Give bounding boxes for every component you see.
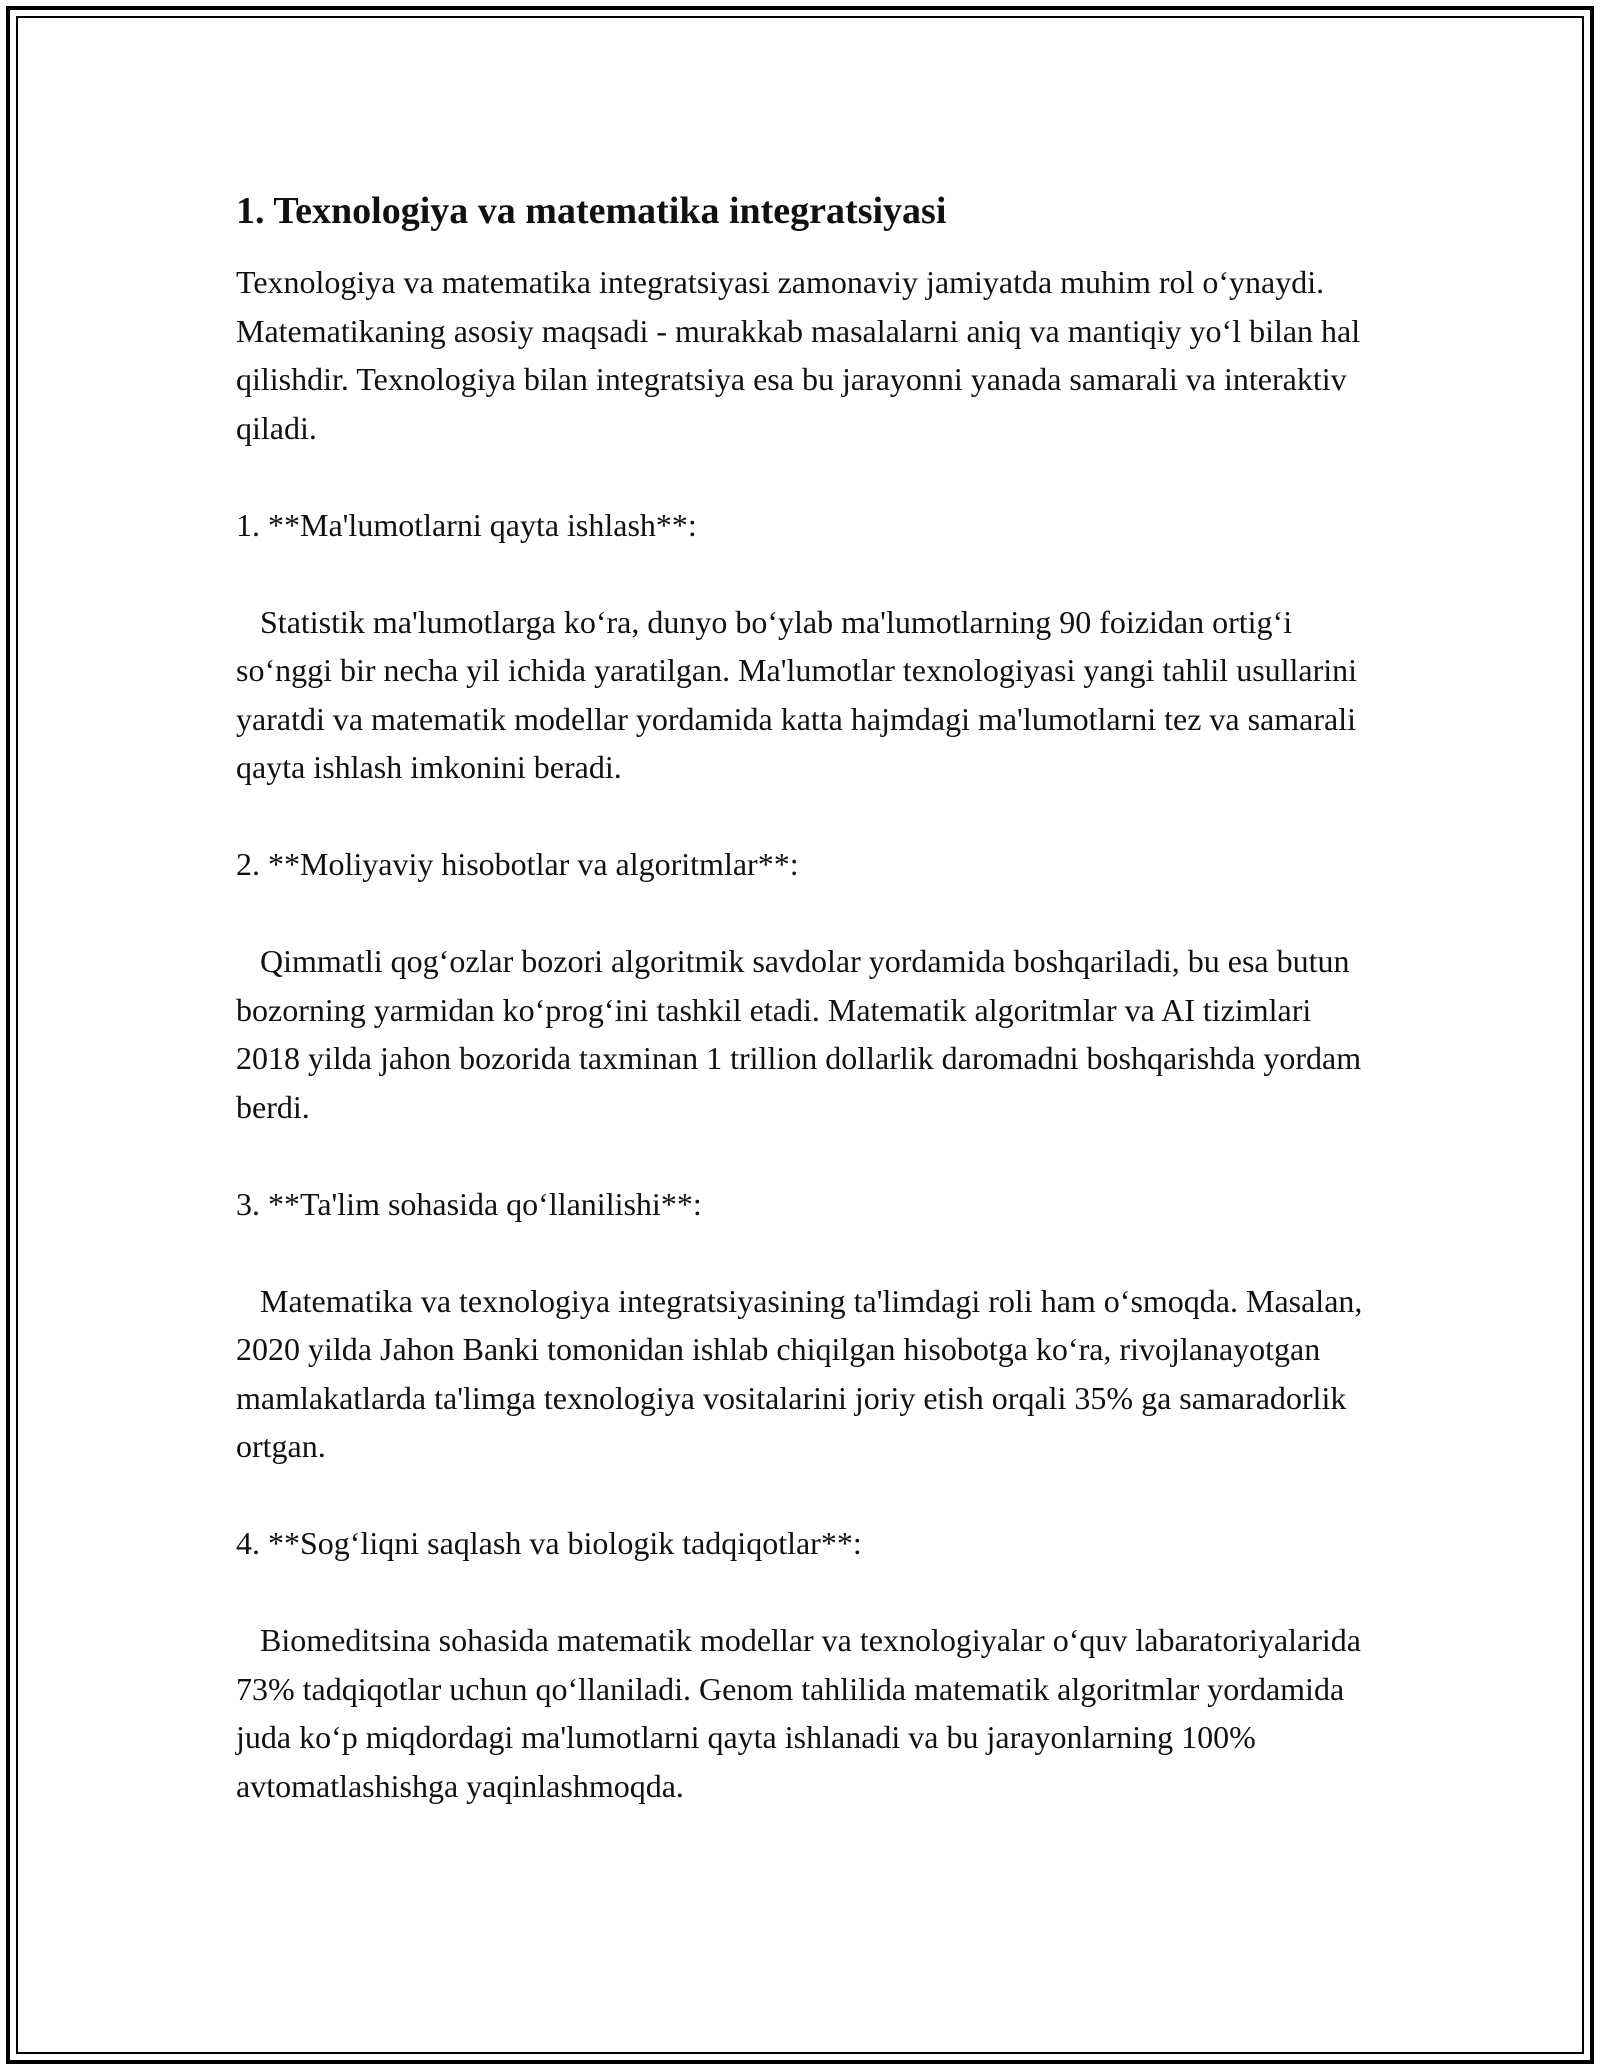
subsection-body: Statistik ma'lumotlarga ko‘ra, dunyo bo‘ylab ma'lumotlarning 90 foizidan ortig‘i so‘nggi bir necha yil ichida yaratilgan. Ma'lumotlar texnologiyasi yangi tahlil usullarini yaratdi va matematik modellar yordamida katta hajmdagi ma'lumotlarni tez va samarali qayta ishlash imkonini beradi. <box>236 603 1366 785</box>
subsection-body: Biomeditsina sohasida matematik modellar va texnologiyalar o‘quv labaratoriyalarida 73% tadqiqotlar uchun qo‘llaniladi. Genom tahlilida matematik algoritmlar yordamida juda ko‘p miqdordagi ma'lumotlarni qayta ishlanadi va bu jarayonlarning 100% avtomatlashishga yaqinlashmoqda. <box>236 1622 1369 1804</box>
paragraph-spacer <box>236 1131 1376 1180</box>
subsection-body: Matematika va texnologiya integratsiyasining ta'limdagi roli ham o‘smoqda. Masalan, 2020 yilda Jahon Banki tomonidan ishlab chiqilgan hisobotga ko‘ra, rivojlanayotgan mamlakatlarda ta'limga texnologiya vositalarini joriy etish orqali 35% ga samaradorlik ortgan. <box>236 1282 1371 1464</box>
paragraph-spacer <box>236 792 1376 841</box>
paragraph-spacer <box>236 1568 1376 1617</box>
subsection-title: 1. **Ma'lumotlarni qayta ishlash**: <box>236 506 697 543</box>
subsection-title: 3. **Ta'lim sohasida qo‘llanilishi**: <box>236 1185 702 1222</box>
subsection-body: Qimmatli qog‘ozlar bozori algoritmik savdolar yordamida boshqariladi, bu esa butun bozorning yarmidan ko‘prog‘ini tashkil etadi. Matematik algoritmlar va AI tizimlari 2018 yilda jahon bozorida taxminan 1 trillion dollarlik daromadni boshqarishda yordam berdi. <box>236 943 1370 1125</box>
document-body <box>236 186 1376 1810</box>
paragraph-spacer <box>236 1228 1376 1277</box>
paragraph-spacer <box>236 452 1376 501</box>
section-heading: 1. Texnologiya va matematika integratsiyasi <box>236 190 947 232</box>
paragraph-spacer <box>236 549 1376 598</box>
intro-paragraph: Texnologiya va matematika integratsiyasi zamonaviy jamiyatda muhim rol o‘ynaydi. Matematikaning asosiy maqsadi - murakkab masalalarni aniq va mantiqiy yo‘l bilan hal qilishdir. Texnologiya bilan integratsiya esa bu jarayonni yanada samarali va interaktiv qiladi. <box>236 264 1369 446</box>
subsection-title: 4. **Sog‘liqni saqlash va biologik tadqiqotlar**: <box>236 1525 862 1561</box>
paragraph-spacer <box>236 889 1376 938</box>
paragraph-spacer <box>236 1471 1376 1520</box>
subsection-title: 2. **Moliyaviy hisobotlar va algoritmlar**: <box>236 846 799 882</box>
